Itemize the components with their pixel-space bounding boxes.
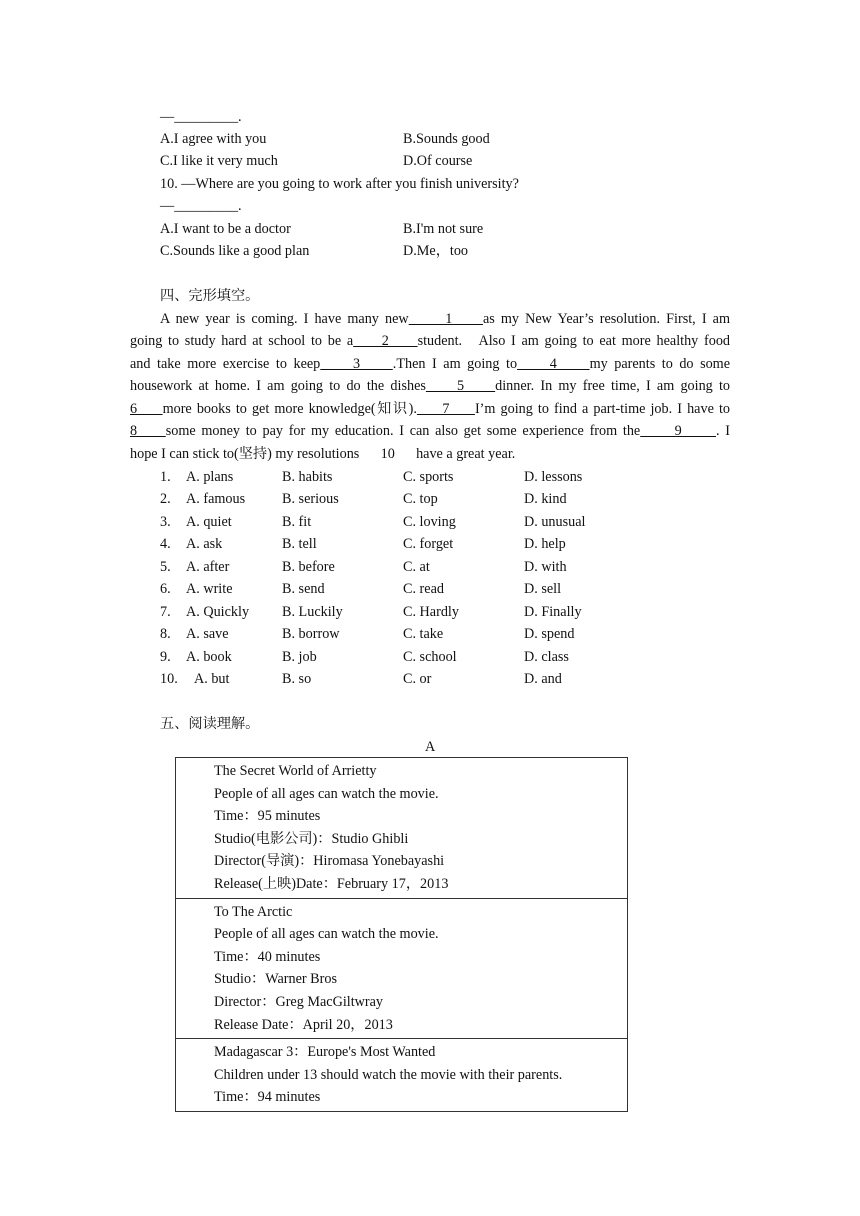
option-number: 1. [160, 469, 171, 485]
option-b: B. habits [282, 469, 333, 485]
option-d: D. spend [524, 626, 575, 642]
q9-answer-blank: —_________. [160, 109, 242, 125]
option-b: B. fit [282, 514, 312, 530]
option-number: 3. [160, 514, 171, 530]
movie-info-line: Children under 13 should watch the movie with their parents. [214, 1066, 563, 1083]
option-c: C. or [403, 671, 432, 687]
movie-cell [176, 758, 628, 899]
option-b: B. borrow [282, 626, 340, 642]
option-number: 8. [160, 626, 171, 642]
q9-option-d: D.Of course [403, 153, 473, 169]
q9-option-a: A.I agree with you [160, 131, 267, 147]
option-number: 6. [160, 581, 171, 597]
movie-info-line: Madagascar 3：Europe's Most Wanted [214, 1044, 436, 1061]
movie-info-line: Time：95 minutes [214, 808, 321, 825]
option-d: D. class [524, 649, 569, 665]
option-a: A. famous [186, 491, 246, 507]
option-c: C. school [403, 649, 457, 665]
movie-info-line: Time：40 minutes [214, 948, 321, 965]
option-a: A. plans [186, 469, 234, 485]
blank-6: 6 [130, 401, 163, 417]
movie-info-line: Director(导演)：Hiromasa Yonebayashi [214, 853, 445, 870]
blank-2: 2 [353, 333, 418, 349]
option-b: B. so [282, 671, 312, 687]
option-d: D. sell [524, 581, 562, 597]
q9-option-b: B.Sounds good [403, 131, 490, 147]
option-c: C. at [403, 559, 430, 575]
option-number: 5. [160, 559, 171, 575]
blank-9: 9 [640, 423, 717, 439]
movie-info-line: Time：94 minutes [214, 1089, 321, 1106]
option-a: A. book [186, 649, 232, 665]
blank-7: 7 [416, 401, 475, 417]
movie-cell [176, 1039, 628, 1112]
movie-row [176, 898, 628, 1039]
option-a: A. ask [186, 536, 223, 552]
option-b: B. serious [282, 491, 339, 507]
movie-row [176, 758, 628, 899]
movie-info-line: People of all ages can watch the movie. [214, 785, 439, 802]
movie-info-line: Release(上映)Date：February 17，2013 [214, 875, 449, 892]
option-number: 7. [160, 604, 171, 620]
movie-info-line: People of all ages can watch the movie. [214, 926, 439, 943]
blank-5: 5 [425, 378, 496, 394]
option-b: B. job [282, 649, 317, 665]
option-number: 2. [160, 491, 171, 507]
option-d: D. help [524, 536, 566, 552]
q10-option-a: A.I want to be a doctor [160, 221, 291, 237]
q10-answer-blank: —_________. [160, 198, 242, 214]
option-number: 9. [160, 649, 171, 665]
option-b: B. tell [282, 536, 317, 552]
option-d: D. and [524, 671, 562, 687]
cloze-line-2: going to study hard at school to be a 2 student. Also I am going to eat more healthy food [130, 333, 731, 349]
option-d: D. Finally [524, 604, 582, 620]
option-b: B. before [282, 559, 335, 575]
blank-3: 3 [320, 356, 393, 372]
q10-option-b: B.I'm not sure [403, 221, 484, 237]
movie-info-line: The Secret World of Arrietty [214, 763, 377, 779]
movie-info-line: Release Date：April 20，2013 [214, 1016, 393, 1033]
blank-8: 8 [130, 423, 166, 439]
option-b: B. Luckily [282, 604, 343, 620]
option-c: C. top [403, 491, 438, 507]
option-a: A. but [194, 671, 230, 687]
cloze-line-5: 6 more books to get more knowledge(知识). 7 I’m going to find a part-time job. I have to [130, 401, 730, 417]
cloze-line-4: housework at home. I am going to do the dishes 5 dinner. In my free time, I am going to [130, 378, 731, 394]
option-b: B. send [282, 581, 325, 597]
cloze-heading: 四、完形填空。 [160, 288, 260, 304]
option-d: D. with [524, 559, 567, 575]
option-a: A. after [186, 559, 230, 575]
option-a: A. save [186, 626, 229, 642]
reading-heading: 五、阅读理解。 [160, 716, 260, 732]
option-c: C. forget [403, 536, 454, 552]
option-number: 4. [160, 536, 171, 552]
option-c: C. read [403, 581, 444, 597]
movie-table [175, 757, 628, 1112]
movie-info-line: To The Arctic [214, 903, 293, 920]
option-d: D. kind [524, 491, 567, 507]
option-c: C. take [403, 626, 444, 642]
movie-info-line: Studio(电影公司)：Studio Ghibli [214, 830, 409, 847]
movie-info-line: Director：Greg MacGiltwray [214, 993, 384, 1010]
movie-info-line: Studio：Warner Bros [214, 971, 337, 988]
q10-prompt: 10. —Where are you going to work after you finish university? [160, 176, 519, 192]
blank-1: 1 [408, 311, 483, 327]
option-d: D. unusual [524, 514, 586, 530]
option-number: 10. [160, 671, 178, 687]
option-a: A. Quickly [186, 604, 250, 620]
q10-option-d: D.Me，too [403, 243, 469, 259]
option-a: A. write [186, 581, 233, 597]
q9-option-c: C.I like it very much [160, 153, 278, 169]
movie-cell [176, 898, 628, 1039]
blank-4: 4 [517, 356, 590, 372]
option-c: C. sports [403, 469, 454, 485]
option-d: D. lessons [524, 469, 583, 485]
cloze-line-7: hope I can stick to(坚持) my resolutions 10 have a great year. [130, 446, 516, 462]
movie-row [176, 1039, 628, 1112]
cloze-line-3: and take more exercise to keep 3 .Then I am going to 4 my parents to do some [130, 356, 731, 372]
passage-label: A [425, 739, 436, 755]
option-c: C. loving [403, 514, 456, 530]
cloze-line-1: A new year is coming. I have many new 1 as my New Year’s resolution. First, I am [160, 311, 731, 327]
cloze-line-6: 8 some money to pay for my education. I can also get some experience from the 9 . I [130, 423, 731, 439]
option-a: A. quiet [186, 514, 232, 530]
option-c: C. Hardly [403, 604, 459, 620]
q10-option-c: C.Sounds like a good plan [160, 243, 310, 259]
